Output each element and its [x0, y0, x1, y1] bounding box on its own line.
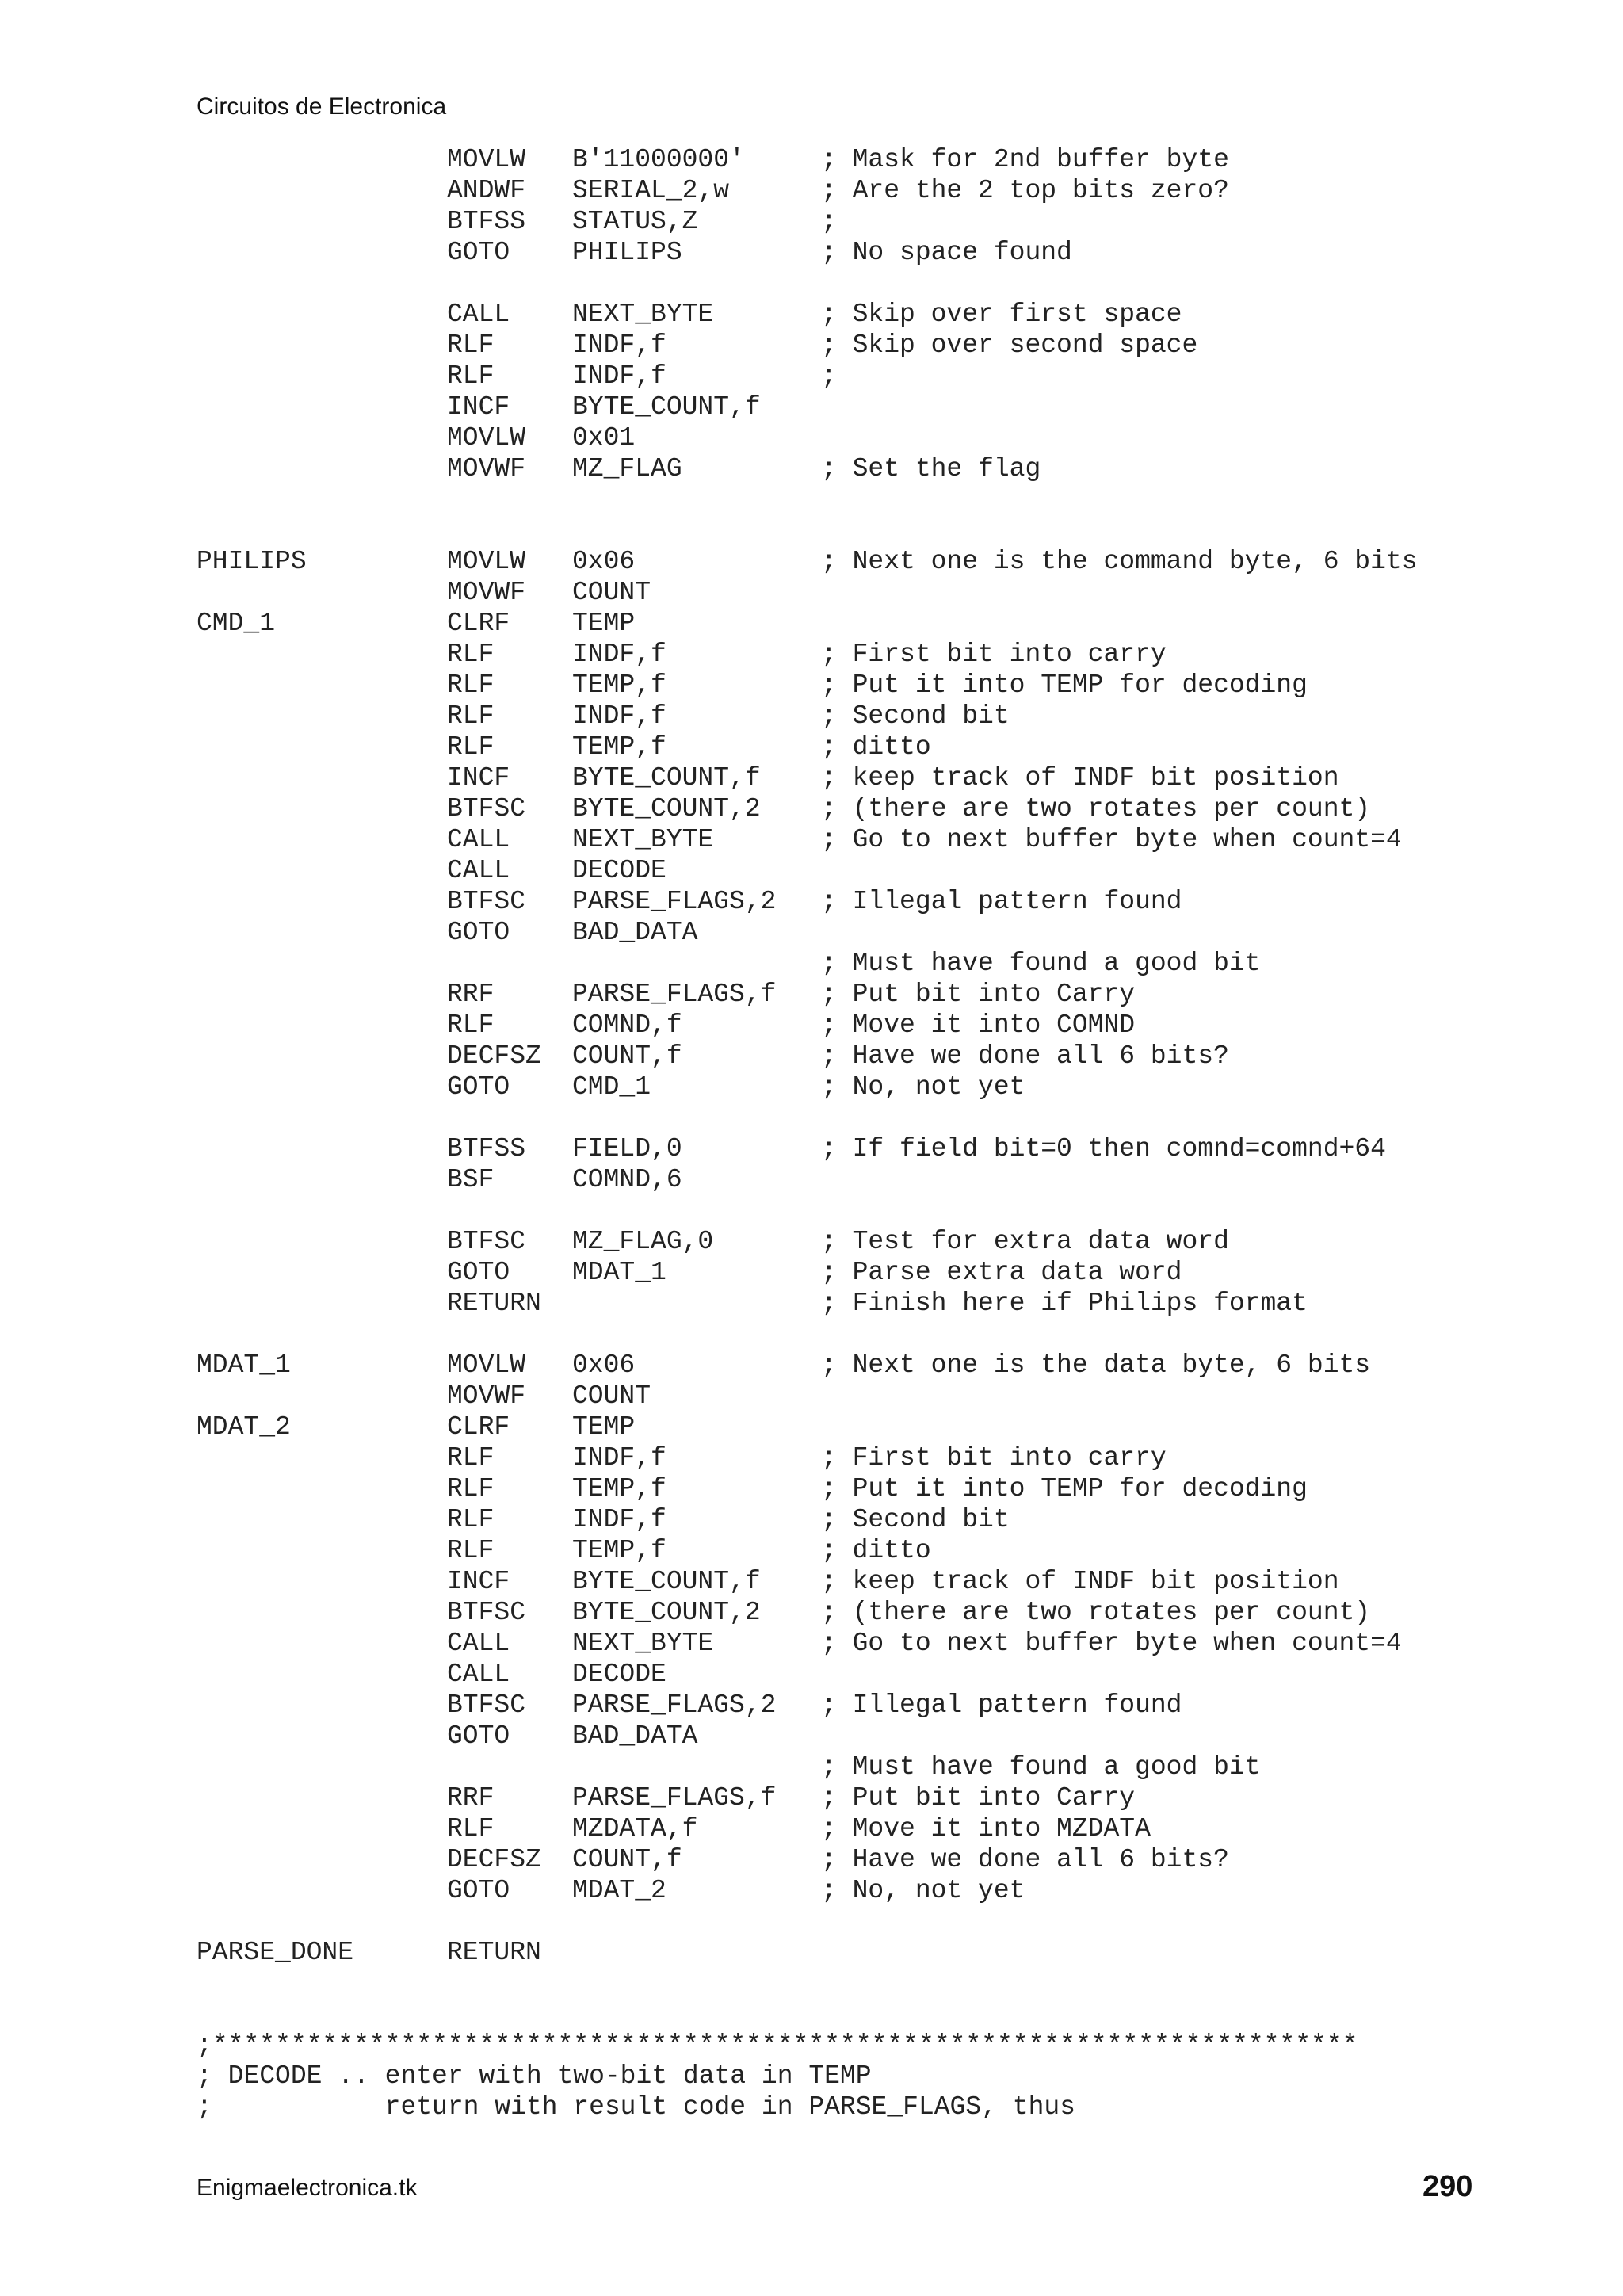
block-comment-text: ; return with result code in PARSE_FLAGS, thus — [197, 2092, 1075, 2122]
code-comment: ; No, not yet — [821, 1876, 1025, 1905]
code-opcode: CALL — [447, 1629, 510, 1658]
code-opcode: RLF — [447, 1443, 495, 1473]
code-comment: ; Have we done all 6 bits? — [821, 1845, 1229, 1874]
code-comment: ; Skip over first space — [821, 300, 1182, 329]
code-comment: ; First bit into carry — [821, 1443, 1167, 1473]
code-operand: INDF,f — [572, 640, 666, 669]
code-operand: TEMP — [572, 609, 636, 638]
code-comment: ; Skip over second space — [821, 330, 1198, 360]
code-opcode: CLRF — [447, 1412, 510, 1442]
code-opcode: RRF — [447, 980, 495, 1009]
code-operand: BYTE_COUNT,f — [572, 763, 761, 793]
code-operand: BAD_DATA — [572, 1721, 698, 1751]
code-operand: MDAT_2 — [572, 1876, 666, 1905]
code-opcode: MOVLW — [447, 547, 526, 576]
code-comment: ; ditto — [821, 732, 931, 762]
code-comment: ; Second bit — [821, 701, 1010, 731]
code-opcode: BTFSS — [447, 1134, 526, 1163]
code-operand: TEMP,f — [572, 670, 666, 700]
code-comment: ; Finish here if Philips format — [821, 1289, 1308, 1318]
code-opcode: RLF — [447, 732, 495, 762]
code-comment: ; First bit into carry — [821, 640, 1167, 669]
code-opcode: RLF — [447, 1474, 495, 1503]
code-operand: STATUS,Z — [572, 207, 698, 236]
code-opcode: RLF — [447, 1814, 495, 1843]
code-comment: ; If field bit=0 then comnd=comnd+64 — [821, 1134, 1386, 1163]
code-operand: PARSE_FLAGS,2 — [572, 1690, 777, 1720]
code-opcode: RLF — [447, 1010, 495, 1040]
code-operand: TEMP — [572, 1412, 636, 1442]
code-operand: MZDATA,f — [572, 1814, 698, 1843]
code-opcode: RLF — [447, 1505, 495, 1534]
code-comment: ; Illegal pattern found — [821, 1690, 1182, 1720]
code-opcode: GOTO — [447, 1258, 510, 1287]
code-comment: ; No space found — [821, 238, 1072, 267]
block-comment-text: ;************************************************************************* — [197, 2030, 1358, 2060]
code-operand: BYTE_COUNT,2 — [572, 1598, 761, 1627]
code-comment: ; Set the flag — [821, 454, 1041, 483]
code-operand: MZ_FLAG,0 — [572, 1227, 714, 1256]
code-opcode: RLF — [447, 330, 495, 360]
code-operand: DECODE — [572, 856, 666, 885]
code-comment: ; — [821, 361, 837, 391]
code-label: CMD_1 — [197, 609, 276, 638]
code-operand: INDF,f — [572, 701, 666, 731]
code-operand: COUNT — [572, 1381, 651, 1411]
block-comment-text: ; DECODE .. enter with two-bit data in TEMP — [197, 2061, 872, 2091]
code-comment: ; Move it into COMND — [821, 1010, 1136, 1040]
code-opcode: MOVWF — [447, 454, 526, 483]
code-comment: ; Must have found a good bit — [821, 949, 1261, 978]
code-label: PHILIPS — [197, 547, 307, 576]
code-comment: ; Illegal pattern found — [821, 887, 1182, 916]
code-opcode: MOVWF — [447, 578, 526, 607]
code-comment: ; Go to next buffer byte when count=4 — [821, 1629, 1402, 1658]
code-operand: TEMP,f — [572, 1474, 666, 1503]
code-label: MDAT_2 — [197, 1412, 291, 1442]
code-operand: NEXT_BYTE — [572, 825, 714, 854]
code-opcode: BTFSC — [447, 887, 526, 916]
code-opcode: RRF — [447, 1783, 495, 1813]
code-operand: DECODE — [572, 1660, 666, 1689]
code-operand: BAD_DATA — [572, 918, 698, 947]
page-number: 290 — [1423, 2170, 1473, 2203]
code-opcode: INCF — [447, 392, 510, 422]
code-opcode: CALL — [447, 300, 510, 329]
code-operand: MDAT_1 — [572, 1258, 666, 1287]
code-opcode: GOTO — [447, 238, 510, 267]
code-opcode: RLF — [447, 361, 495, 391]
code-operand: COMND,6 — [572, 1165, 682, 1194]
code-opcode: MOVLW — [447, 1350, 526, 1380]
code-opcode: MOVLW — [447, 145, 526, 174]
code-operand: FIELD,0 — [572, 1134, 682, 1163]
code-opcode: CALL — [447, 825, 510, 854]
code-opcode: INCF — [447, 1567, 510, 1596]
code-comment: ; Must have found a good bit — [821, 1752, 1261, 1782]
code-comment: ; Next one is the data byte, 6 bits — [821, 1350, 1371, 1380]
code-opcode: GOTO — [447, 918, 510, 947]
code-comment: ; — [821, 207, 837, 236]
code-comment: ; Move it into MZDATA — [821, 1814, 1151, 1843]
code-operand: TEMP,f — [572, 732, 666, 762]
code-opcode: GOTO — [447, 1721, 510, 1751]
code-opcode: BTFSC — [447, 1598, 526, 1627]
code-opcode: CALL — [447, 1660, 510, 1689]
code-opcode: GOTO — [447, 1876, 510, 1905]
code-comment: ; Have we done all 6 bits? — [821, 1041, 1229, 1071]
code-operand: BYTE_COUNT,f — [572, 1567, 761, 1596]
code-opcode: RETURN — [447, 1289, 541, 1318]
code-opcode: MOVWF — [447, 1381, 526, 1411]
code-opcode: INCF — [447, 763, 510, 793]
code-operand: CMD_1 — [572, 1072, 651, 1102]
code-opcode: BTFSS — [447, 207, 526, 236]
code-operand: COUNT,f — [572, 1845, 682, 1874]
code-operand: SERIAL_2,w — [572, 176, 730, 205]
code-operand: PARSE_FLAGS,f — [572, 980, 777, 1009]
code-opcode: RLF — [447, 670, 495, 700]
code-operand: PARSE_FLAGS,2 — [572, 887, 777, 916]
code-operand: PARSE_FLAGS,f — [572, 1783, 777, 1813]
code-operand: BYTE_COUNT,2 — [572, 794, 761, 823]
code-operand: COUNT — [572, 578, 651, 607]
code-comment: ; Are the 2 top bits zero? — [821, 176, 1229, 205]
code-operand: INDF,f — [572, 361, 666, 391]
code-comment: ; Next one is the command byte, 6 bits — [821, 547, 1418, 576]
code-operand: TEMP,f — [572, 1536, 666, 1565]
code-comment: ; Put it into TEMP for decoding — [821, 670, 1308, 700]
code-comment: ; keep track of INDF bit position — [821, 763, 1339, 793]
code-comment: ; Go to next buffer byte when count=4 — [821, 825, 1402, 854]
code-comment: ; ditto — [821, 1536, 931, 1565]
code-opcode: RETURN — [447, 1938, 541, 1967]
code-operand: INDF,f — [572, 330, 666, 360]
code-comment: ; (there are two rotates per count) — [821, 1598, 1371, 1627]
code-comment: ; Put it into TEMP for decoding — [821, 1474, 1308, 1503]
code-label: PARSE_DONE — [197, 1938, 354, 1967]
code-comment: ; Test for extra data word — [821, 1227, 1229, 1256]
code-comment: ; Second bit — [821, 1505, 1010, 1534]
code-operand: PHILIPS — [572, 238, 682, 267]
code-comment: ; keep track of INDF bit position — [821, 1567, 1339, 1596]
code-opcode: CALL — [447, 856, 510, 885]
code-opcode: MOVLW — [447, 423, 526, 453]
page-header-title: Circuitos de Electronica — [197, 94, 447, 120]
code-opcode: ANDWF — [447, 176, 526, 205]
code-operand: INDF,f — [572, 1443, 666, 1473]
code-comment: ; (there are two rotates per count) — [821, 794, 1371, 823]
code-label: MDAT_1 — [197, 1350, 291, 1380]
code-comment: ; Parse extra data word — [821, 1258, 1182, 1287]
code-operand: COUNT,f — [572, 1041, 682, 1071]
code-operand: 0x06 — [572, 1350, 636, 1380]
code-comment: ; Put bit into Carry — [821, 1783, 1136, 1813]
code-operand: MZ_FLAG — [572, 454, 682, 483]
code-operand: COMND,f — [572, 1010, 682, 1040]
code-comment: ; No, not yet — [821, 1072, 1025, 1102]
code-opcode: RLF — [447, 701, 495, 731]
code-comment: ; Mask for 2nd buffer byte — [821, 145, 1229, 174]
code-operand: B'11000000' — [572, 145, 745, 174]
code-operand: NEXT_BYTE — [572, 300, 714, 329]
code-opcode: RLF — [447, 640, 495, 669]
code-opcode: BTFSC — [447, 1227, 526, 1256]
code-operand: BYTE_COUNT,f — [572, 392, 761, 422]
code-opcode: RLF — [447, 1536, 495, 1565]
code-operand: NEXT_BYTE — [572, 1629, 714, 1658]
code-opcode: BTFSC — [447, 794, 526, 823]
code-operand: INDF,f — [572, 1505, 666, 1534]
code-opcode: DECFSZ — [447, 1041, 541, 1071]
code-opcode: GOTO — [447, 1072, 510, 1102]
footer-site: Enigmaelectronica.tk — [197, 2175, 418, 2201]
code-opcode: BSF — [447, 1165, 495, 1194]
code-operand: 0x01 — [572, 423, 636, 453]
code-opcode: DECFSZ — [447, 1845, 541, 1874]
code-opcode: CLRF — [447, 609, 510, 638]
code-comment: ; Put bit into Carry — [821, 980, 1136, 1009]
code-operand: 0x06 — [572, 547, 636, 576]
code-opcode: BTFSC — [447, 1690, 526, 1720]
